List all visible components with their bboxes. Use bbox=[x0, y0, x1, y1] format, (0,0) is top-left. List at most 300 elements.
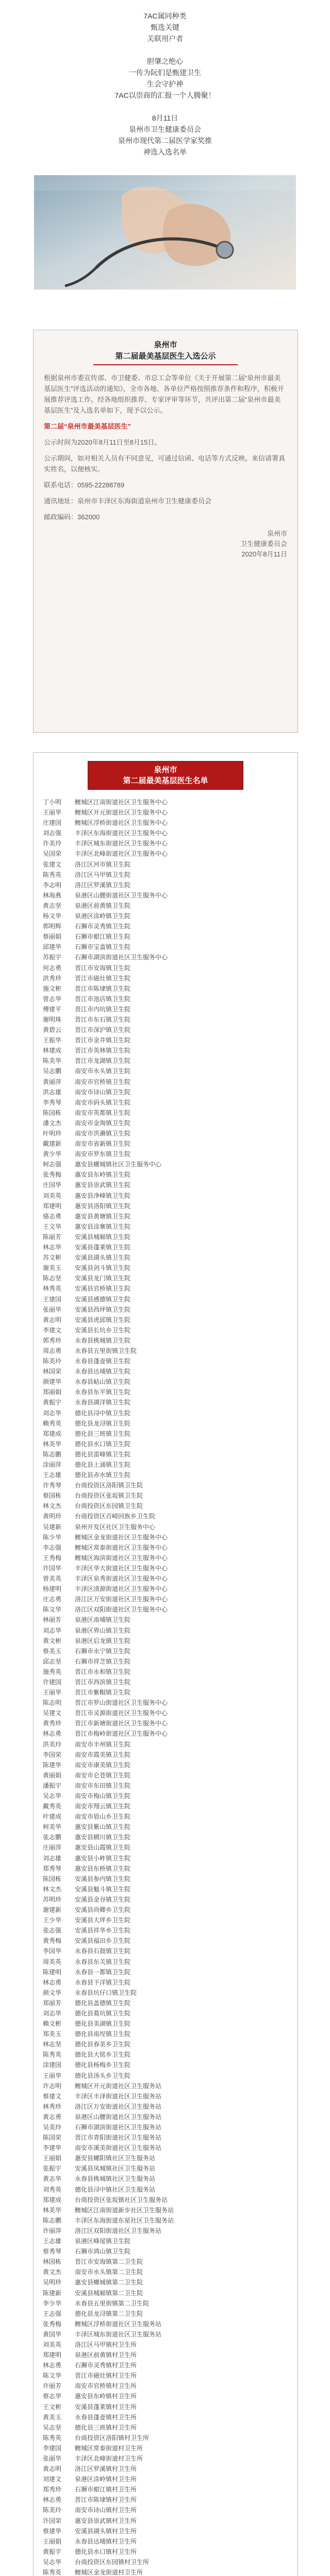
workplace-name: 安溪县凤城镇社区卫生服务站 bbox=[75, 2165, 156, 2173]
workplace-name: 晋江市东石镇卫生院 bbox=[75, 1015, 131, 1023]
list-item bbox=[43, 1532, 288, 1543]
workplace-name: 德化县三班镇卫生院 bbox=[75, 1430, 131, 1437]
workplace-name: 晋江市内坑镇卫生院 bbox=[75, 1005, 131, 1013]
workplace-name: 泉港区界山镇卫生院 bbox=[75, 1626, 131, 1634]
workplace-name: 石狮市鸿山镇卫生院 bbox=[75, 2248, 131, 2256]
list-item bbox=[43, 1201, 288, 1211]
person-name: 黄少华 bbox=[43, 1150, 62, 1158]
workplace-name: 台商投资区东园镇卫生院 bbox=[75, 1502, 143, 1510]
list-item bbox=[43, 1273, 288, 1283]
list-item bbox=[43, 1429, 288, 1439]
list-item bbox=[43, 2132, 288, 2143]
workplace-name: 鲤城区海滨街道社区卫生服务中心 bbox=[75, 1554, 168, 1562]
person-name: 陈国栋 bbox=[43, 1875, 62, 1883]
workplace-name: 德化县南埕镇卫生院 bbox=[75, 2030, 131, 2038]
list-item bbox=[43, 2350, 288, 2360]
list-item bbox=[43, 1905, 288, 1915]
list-item bbox=[43, 1553, 288, 1563]
list-item bbox=[43, 1211, 288, 1222]
list-item bbox=[43, 2060, 288, 2070]
notice-paragraph: 公示时间为2020年8月11日至8月15日。 bbox=[44, 438, 161, 446]
workplace-name: 南安市溪美街道社区卫生服务站 bbox=[75, 2144, 162, 2152]
workplace-name: 南安市官桥镇卫生院 bbox=[75, 1078, 131, 1086]
workplace-name: 洛江区罗溪镇卫生院 bbox=[75, 881, 131, 889]
workplace-name: 泉港区前黄镇村卫生所 bbox=[75, 2351, 137, 2359]
person-name: 吴国荣 bbox=[43, 850, 62, 858]
person-name: 许国荣 bbox=[43, 2517, 62, 2524]
workplace-name: 南安市金淘镇卫生院 bbox=[75, 1119, 131, 1127]
workplace-name: 德化县杨梅乡卫生院 bbox=[75, 2061, 131, 2069]
person-name: 林志勇 bbox=[43, 1730, 62, 1738]
workplace-name: 南安市丰州镇卫生院 bbox=[75, 1740, 131, 1748]
list-item bbox=[43, 2391, 288, 2401]
person-name: 李国荣 bbox=[43, 1751, 62, 1758]
list-item bbox=[43, 2433, 288, 2443]
person-name: 吴志华 bbox=[43, 1792, 62, 1800]
list-item bbox=[43, 1988, 288, 1998]
person-name: 陈秀英 bbox=[43, 2569, 62, 2576]
list-header-line1: 泉州市 bbox=[154, 766, 177, 774]
person-name: 林秀英 bbox=[43, 1285, 62, 1293]
workplace-name: 鲤城区常泰街道村卫生所 bbox=[75, 2444, 143, 2452]
workplace-name: 永春县石鼓镇卫生院 bbox=[75, 1947, 131, 1955]
list-item bbox=[43, 2019, 288, 2029]
person-name: 刘美英 bbox=[43, 2341, 62, 2348]
person-name: 陈志坚 bbox=[43, 1275, 62, 1282]
person-name: 庄国华 bbox=[43, 1181, 62, 1189]
list-item bbox=[43, 942, 288, 952]
intro-line: 生会守护神 bbox=[147, 80, 183, 88]
list-item bbox=[43, 2567, 288, 2576]
workplace-name: 惠安县东岭镇卫生院 bbox=[75, 1171, 131, 1179]
list-item bbox=[43, 1108, 288, 1118]
workplace-name: 永春县蓬壶镇村卫生所 bbox=[75, 2413, 137, 2421]
workplace-name: 惠安县崇武镇卫生院 bbox=[75, 1181, 131, 1189]
workplace-name: 永春县东关镇卫生院 bbox=[75, 1958, 131, 1965]
person-name: 周志勇 bbox=[43, 1347, 62, 1354]
list-item bbox=[43, 1139, 288, 1149]
list-item bbox=[43, 1346, 288, 1356]
list-item bbox=[43, 1563, 288, 1573]
person-name: 陈志鹏 bbox=[43, 2216, 62, 2224]
person-name: 邱志坚 bbox=[43, 1657, 62, 1665]
person-name: 陈建新 bbox=[43, 2289, 62, 2297]
person-name: 陈志鹏 bbox=[43, 1450, 62, 1458]
person-name: 黄志华 bbox=[43, 2175, 62, 2183]
list-item bbox=[43, 1728, 288, 1739]
workplace-name: 安溪县魁斗镇卫生院 bbox=[75, 1885, 131, 1893]
workplace-name: 惠安县东岭镇村卫生所 bbox=[75, 2393, 137, 2400]
workplace-name: 惠安县山霞镇卫生院 bbox=[75, 1844, 131, 1852]
workplace-name: 德化县雷峰镇卫生院 bbox=[75, 1450, 131, 1458]
workplace-name: 台商投资区洛阳镇村卫生所 bbox=[75, 2434, 150, 2442]
list-item bbox=[43, 1511, 288, 1521]
workplace-name: 晋江市深沪镇卫生院 bbox=[75, 1026, 131, 1034]
person-name: 林文杰 bbox=[43, 1502, 62, 1510]
person-name: 林志勇 bbox=[43, 1978, 62, 1986]
intro-line: 7AC属同种类 bbox=[143, 12, 187, 20]
person-name: 陈丽芳 bbox=[43, 1233, 62, 1241]
person-name: 林美华 bbox=[43, 1440, 62, 1448]
list-item bbox=[43, 2474, 288, 2484]
spacer bbox=[0, 101, 330, 112]
list-item bbox=[43, 1480, 288, 1490]
person-name: 洪志雄 bbox=[43, 1088, 62, 1096]
person-name: 刘秀英 bbox=[43, 2185, 62, 2193]
workplace-name: 德化县水口镇卫生院 bbox=[75, 1440, 131, 1448]
person-name: 林志华 bbox=[43, 1244, 62, 1251]
list-item bbox=[43, 1066, 288, 1076]
workplace-name: 晋江市陈埭镇村卫生所 bbox=[75, 2496, 137, 2504]
workplace-name: 德化县葛坑镇卫生院 bbox=[75, 2009, 131, 2017]
person-name: 庄丽萍 bbox=[43, 1844, 62, 1852]
list-item bbox=[43, 1791, 288, 1801]
list-item bbox=[43, 1045, 288, 1056]
workplace-name: 惠安县螺城镇社区卫生服务中心 bbox=[75, 1161, 162, 1168]
person-name: 杨建明 bbox=[43, 1585, 62, 1593]
list-item bbox=[43, 1573, 288, 1584]
workplace-name: 安溪县城厢镇第二卫生院 bbox=[75, 2289, 143, 2297]
workplace-name: 安溪县金谷镇卫生院 bbox=[75, 1895, 131, 1903]
workplace-name: 洛江区万安街道社区卫生服务中心 bbox=[75, 1596, 168, 1603]
person-name: 谢建新 bbox=[43, 1906, 62, 1914]
person-name: 许丽萍 bbox=[43, 2227, 62, 2234]
person-name: 陈志明 bbox=[43, 1699, 62, 1707]
workplace-name: 永春县下洋镇卫生院 bbox=[75, 1978, 131, 1986]
list-item bbox=[43, 1180, 288, 1190]
person-name: 陈美华 bbox=[43, 1057, 62, 1065]
workplace-name: 惠安县崇武镇村卫生所 bbox=[75, 2517, 137, 2524]
person-name: 周美英 bbox=[43, 1958, 62, 1965]
workplace-name: 永春县达埔镇村卫生所 bbox=[75, 2537, 137, 2545]
list-item bbox=[43, 901, 288, 911]
person-name: 吴明珍 bbox=[43, 2279, 62, 2286]
list-item bbox=[43, 1035, 288, 1045]
list-item bbox=[43, 2557, 288, 2567]
list-item bbox=[43, 2360, 288, 2370]
person-name: 许志明 bbox=[43, 2082, 62, 2090]
workplace-name: 惠安县辋川镇卫生院 bbox=[75, 1834, 131, 1841]
workplace-name: 丰泽区城东街道社区卫生服务站 bbox=[75, 2330, 162, 2338]
notice-signature bbox=[44, 529, 287, 560]
workplace-name: 永春县五里街镇第二卫生院 bbox=[75, 2299, 150, 2307]
person-name: 王丽娟 bbox=[43, 2155, 62, 2162]
winners-list bbox=[43, 797, 288, 2576]
list-item bbox=[43, 807, 288, 818]
list-item bbox=[43, 1304, 288, 1315]
workplace-name: 晋江市安海镇第二卫生院 bbox=[75, 2258, 143, 2266]
workplace-name: 德化县汤头乡卫生院 bbox=[75, 2072, 131, 2079]
list-item bbox=[43, 828, 288, 838]
workplace-name: 安溪县虎邱镇卫生院 bbox=[75, 1316, 131, 1324]
person-name: 林国荣 bbox=[43, 1368, 62, 1376]
list-item bbox=[43, 1263, 288, 1273]
list-item bbox=[43, 1718, 288, 1728]
list-item bbox=[43, 880, 288, 890]
person-name: 王文华 bbox=[43, 1223, 62, 1230]
workplace-name: 晋江市永和镇卫生院 bbox=[75, 1668, 131, 1675]
list-item bbox=[43, 2008, 288, 2019]
workplace-name: 石狮市灵秀镇村卫生所 bbox=[75, 2362, 137, 2369]
list-item bbox=[43, 2215, 288, 2226]
person-name: 蔡建华 bbox=[43, 2527, 62, 2535]
workplace-name: 南安市码头镇卫生院 bbox=[75, 1098, 131, 1106]
list-item bbox=[43, 1294, 288, 1304]
workplace-name: 南安市洪濑镇卫生院 bbox=[75, 1130, 131, 1137]
person-name: 许秀琴 bbox=[43, 1482, 62, 1489]
list-item bbox=[43, 2370, 288, 2381]
person-name: 戴建新 bbox=[43, 1140, 62, 1148]
list-item bbox=[43, 1781, 288, 1791]
list-item bbox=[43, 2495, 288, 2505]
workplace-name: 惠安县螺阳镇社区卫生服务站 bbox=[75, 2155, 156, 2162]
list-item bbox=[43, 1594, 288, 1604]
list-item bbox=[43, 1387, 288, 1397]
person-name: 王志雄 bbox=[43, 1471, 62, 1479]
person-name: 戴秀英 bbox=[43, 1803, 62, 1810]
workplace-name: 南安市诗山镇村卫生所 bbox=[75, 2506, 137, 2514]
list-item bbox=[43, 1097, 288, 1108]
workplace-name: 惠安县洛阳镇卫生院 bbox=[75, 1202, 131, 1210]
person-name: 张丽华 bbox=[43, 1306, 62, 1313]
person-name: 黄秀珍 bbox=[43, 1720, 62, 1727]
workplace-name: 台商投资区东园镇村卫生所 bbox=[75, 2558, 150, 2566]
list-item bbox=[43, 1936, 288, 1946]
list-item bbox=[43, 2309, 288, 2319]
person-name: 郑建成 bbox=[43, 2196, 62, 2204]
list-item bbox=[43, 2422, 288, 2433]
workplace-name: 安溪县祥华乡卫生院 bbox=[75, 1927, 131, 1935]
person-name: 张秀梅 bbox=[43, 1171, 62, 1179]
workplace-name: 永春县湖洋镇卫生院 bbox=[75, 1399, 131, 1406]
list-item bbox=[43, 1449, 288, 1460]
workplace-name: 安溪县西坪镇卫生院 bbox=[75, 1306, 131, 1313]
list-item bbox=[43, 890, 288, 901]
person-name: 吴建文 bbox=[43, 1709, 62, 1717]
list-item bbox=[43, 1522, 288, 1532]
person-name: 林美华 bbox=[43, 2206, 62, 2214]
workplace-name: 泉港区南埔镇卫生院 bbox=[75, 1616, 131, 1624]
workplace-name: 丰泽区泉秀街道社区卫生服务中心 bbox=[75, 1575, 168, 1583]
list-item bbox=[43, 2143, 288, 2153]
workplace-name: 安溪县蓬莱镇村卫生所 bbox=[75, 2403, 137, 2411]
list-item bbox=[43, 1377, 288, 1387]
workplace-name: 鲤城区江南街道社区卫生服务中心 bbox=[75, 799, 168, 806]
list-item bbox=[43, 1894, 288, 1905]
intro-line: 胆肇之绝心 bbox=[147, 57, 183, 65]
workplace-name: 惠安县黄塘镇卫生院 bbox=[75, 1212, 131, 1220]
workplace-name: 德化县盖德镇卫生院 bbox=[75, 1999, 131, 2007]
person-name: 郑美玉 bbox=[43, 2030, 62, 2038]
list-item bbox=[43, 1408, 288, 1418]
list-item bbox=[43, 2267, 288, 2277]
person-name: 李建国 bbox=[43, 2444, 62, 2452]
person-name: 施文彬 bbox=[43, 985, 62, 992]
list-item bbox=[43, 2102, 288, 2112]
person-name: 蔡丽娟 bbox=[43, 933, 62, 941]
workplace-name: 泉港区涂岭镇村卫生所 bbox=[75, 2476, 137, 2483]
list-item bbox=[43, 1025, 288, 1035]
list-item bbox=[43, 2205, 288, 2215]
signature-date: 2020年8月11日 bbox=[241, 550, 287, 558]
workplace-name: 惠安县小岞镇卫生院 bbox=[75, 1854, 131, 1862]
person-name: 吴志鹏 bbox=[43, 1067, 62, 1075]
workplace-name: 鲤城区常泰街道社区卫生服务中心 bbox=[75, 1544, 168, 1551]
list-item bbox=[43, 1977, 288, 1988]
notice-highlight: 第二届“泉州市最美基层医生” bbox=[44, 422, 131, 430]
workplace-name: 安溪县长坑乡卫生院 bbox=[75, 1326, 131, 1334]
person-name: 潘文杰 bbox=[43, 1119, 62, 1127]
list-item bbox=[43, 952, 288, 962]
workplace-name: 德化县赤水镇卫生院 bbox=[75, 1471, 131, 1479]
list-item bbox=[43, 1687, 288, 1698]
person-name: 郭明辉 bbox=[43, 923, 62, 930]
person-name: 林国栋 bbox=[43, 2258, 62, 2266]
list-item bbox=[43, 1014, 288, 1025]
workplace-name: 南安市霞美镇卫生院 bbox=[75, 1751, 131, 1758]
list-item bbox=[43, 2112, 288, 2122]
person-name: 黄明珍 bbox=[43, 1513, 62, 1520]
list-item bbox=[43, 1863, 288, 1874]
list-item bbox=[43, 2257, 288, 2267]
person-name: 赖秀英 bbox=[43, 1419, 62, 1427]
workplace-name: 台商投资区张坂镇社区卫生服务站 bbox=[75, 2196, 168, 2204]
workplace-name: 安溪县湖头镇卫生院 bbox=[75, 1254, 131, 1262]
list-item bbox=[43, 1884, 288, 1894]
workplace-name: 德化县三班镇村卫生所 bbox=[75, 2424, 137, 2431]
person-name: 吴建新 bbox=[43, 1523, 62, 1531]
list-item bbox=[43, 2226, 288, 2236]
list-item bbox=[43, 1315, 288, 1325]
person-name: 陈美玲 bbox=[43, 1358, 62, 1365]
list-item bbox=[43, 1439, 288, 1449]
workplace-name: 泉港区山腰街道社区卫生服务站 bbox=[75, 2113, 162, 2121]
person-name: 王丽华 bbox=[43, 809, 62, 817]
contact-postcode: 邮政编码：362000 bbox=[44, 513, 100, 521]
list-item bbox=[43, 1087, 288, 1097]
person-name: 柯志强 bbox=[43, 1161, 62, 1168]
person-name: 陈建华 bbox=[43, 1761, 62, 1769]
workplace-name: 永春县坑仔口镇卫生院 bbox=[75, 1989, 137, 1996]
workplace-name: 南安市梅山镇卫生院 bbox=[75, 1792, 131, 1800]
list-item bbox=[43, 2484, 288, 2495]
list-item bbox=[43, 963, 288, 973]
person-name: 黄振宇 bbox=[43, 2548, 62, 2555]
workplace-name: 鲤城区开元街道社区卫生服务站 bbox=[75, 2082, 162, 2090]
list-item bbox=[43, 2443, 288, 2453]
list-item bbox=[43, 931, 288, 942]
list-item bbox=[43, 1056, 288, 1066]
workplace-name: 德化县龙浔镇卫生院 bbox=[75, 1419, 131, 1427]
workplace-name: 惠安县涂寨镇卫生院 bbox=[75, 1223, 131, 1230]
workplace-name: 安溪县大坪乡卫生院 bbox=[75, 1917, 131, 1924]
workplace-name: 泉州开发区社区卫生服务中心 bbox=[75, 1523, 156, 1531]
list-item bbox=[43, 1925, 288, 1936]
list-item bbox=[43, 1750, 288, 1760]
list-item bbox=[43, 1004, 288, 1014]
person-name: 蔡美玉 bbox=[43, 1647, 62, 1655]
workplace-name: 晋江市梅岭街道社区卫生服务中心 bbox=[75, 1730, 168, 1738]
person-name: 潘振宇 bbox=[43, 1782, 62, 1789]
list-item bbox=[43, 1397, 288, 1408]
workplace-name: 南安市东田镇卫生院 bbox=[75, 1782, 131, 1789]
list-item bbox=[43, 994, 288, 1004]
person-name: 郑建明 bbox=[43, 1202, 62, 1210]
person-name: 王文彬 bbox=[43, 2403, 62, 2411]
person-name: 赖文彬 bbox=[43, 2020, 62, 2028]
list-item bbox=[43, 2091, 288, 2102]
person-name: 张秀梅 bbox=[43, 2320, 62, 2328]
workplace-name: 南安市康美镇卫生院 bbox=[75, 1761, 131, 1769]
person-name: 杨文华 bbox=[43, 912, 62, 920]
workplace-name: 南安市翔云镇卫生院 bbox=[75, 1803, 131, 1810]
person-name: 叶建成 bbox=[43, 1813, 62, 1821]
intro-line: 神选入选名单 bbox=[143, 148, 187, 156]
list-item bbox=[43, 1915, 288, 1925]
person-name: 郭秀珍 bbox=[43, 1336, 62, 1344]
list-item bbox=[43, 2319, 288, 2329]
workplace-name: 鲤城区金龙街道社区卫生服务中心 bbox=[75, 1533, 168, 1541]
person-name: 颜文华 bbox=[43, 1989, 62, 1996]
person-name: 吴美玲 bbox=[43, 2124, 62, 2131]
list-item bbox=[43, 1418, 288, 1429]
list-item bbox=[43, 1242, 288, 1252]
list-item bbox=[43, 1170, 288, 1180]
person-name: 蔡秀琴 bbox=[43, 2248, 62, 2256]
person-name: 李国华 bbox=[43, 1947, 62, 1955]
person-name: 王少华 bbox=[43, 1917, 62, 1924]
list-item bbox=[43, 2412, 288, 2422]
person-name: 陈秀英 bbox=[43, 871, 62, 878]
person-name: 骆志勇 bbox=[43, 1212, 62, 1220]
person-name: 陈国栋 bbox=[43, 1109, 62, 1116]
person-name: 林志勇 bbox=[43, 2496, 62, 2504]
person-name: 陈国荣 bbox=[43, 2134, 62, 2142]
person-name: 李建华 bbox=[43, 2144, 62, 2152]
person-name: 张志强 bbox=[43, 1927, 62, 1935]
workplace-name: 德化县大铭乡卫生院 bbox=[75, 2051, 131, 2059]
person-name: 陈文华 bbox=[43, 1606, 62, 1614]
person-name: 张丽华 bbox=[43, 2455, 62, 2462]
list-item bbox=[43, 2163, 288, 2174]
workplace-name: 丰泽区华大街道社区卫生服务中心 bbox=[75, 1564, 168, 1572]
person-name: 李志明 bbox=[43, 881, 62, 889]
date-line: 8月11日 bbox=[152, 114, 178, 122]
workplace-name: 安溪县官桥镇卫生院 bbox=[75, 1285, 131, 1293]
workplace-name: 德化县浔中镇卫生院 bbox=[75, 1409, 131, 1417]
person-name: 黄志坚 bbox=[43, 902, 62, 909]
person-name: 苏文彬 bbox=[43, 1254, 62, 1262]
intro-line: 一传为阮们是甄建卫生 bbox=[129, 69, 201, 77]
signature-line: 卫生健康委员会 bbox=[240, 540, 287, 548]
workplace-name: 晋江市磁灶镇卫生院 bbox=[75, 974, 131, 982]
person-name: 王丽华 bbox=[43, 2072, 62, 2079]
workplace-name: 晋江市新塘街道社区卫生服务中心 bbox=[75, 1720, 168, 1727]
person-name: 黄碧云 bbox=[43, 1026, 62, 1034]
list-item bbox=[43, 2453, 288, 2464]
workplace-name: 鲤城区浮桥街道社区卫生服务中心 bbox=[75, 819, 168, 827]
person-name: 林志勇 bbox=[43, 2362, 62, 2369]
workplace-name: 石狮市灵秀镇卫生院 bbox=[75, 923, 131, 930]
notice-heading bbox=[93, 340, 238, 365]
list-item bbox=[43, 2236, 288, 2246]
workplace-name: 南安市仑苍镇卫生院 bbox=[75, 1771, 131, 1779]
list-item bbox=[43, 1739, 288, 1750]
person-name: 黄丽萍 bbox=[43, 1078, 62, 1086]
person-name: 黄志勇 bbox=[43, 2113, 62, 2121]
person-name: 吴志华 bbox=[43, 2558, 62, 2566]
list-item bbox=[43, 911, 288, 921]
